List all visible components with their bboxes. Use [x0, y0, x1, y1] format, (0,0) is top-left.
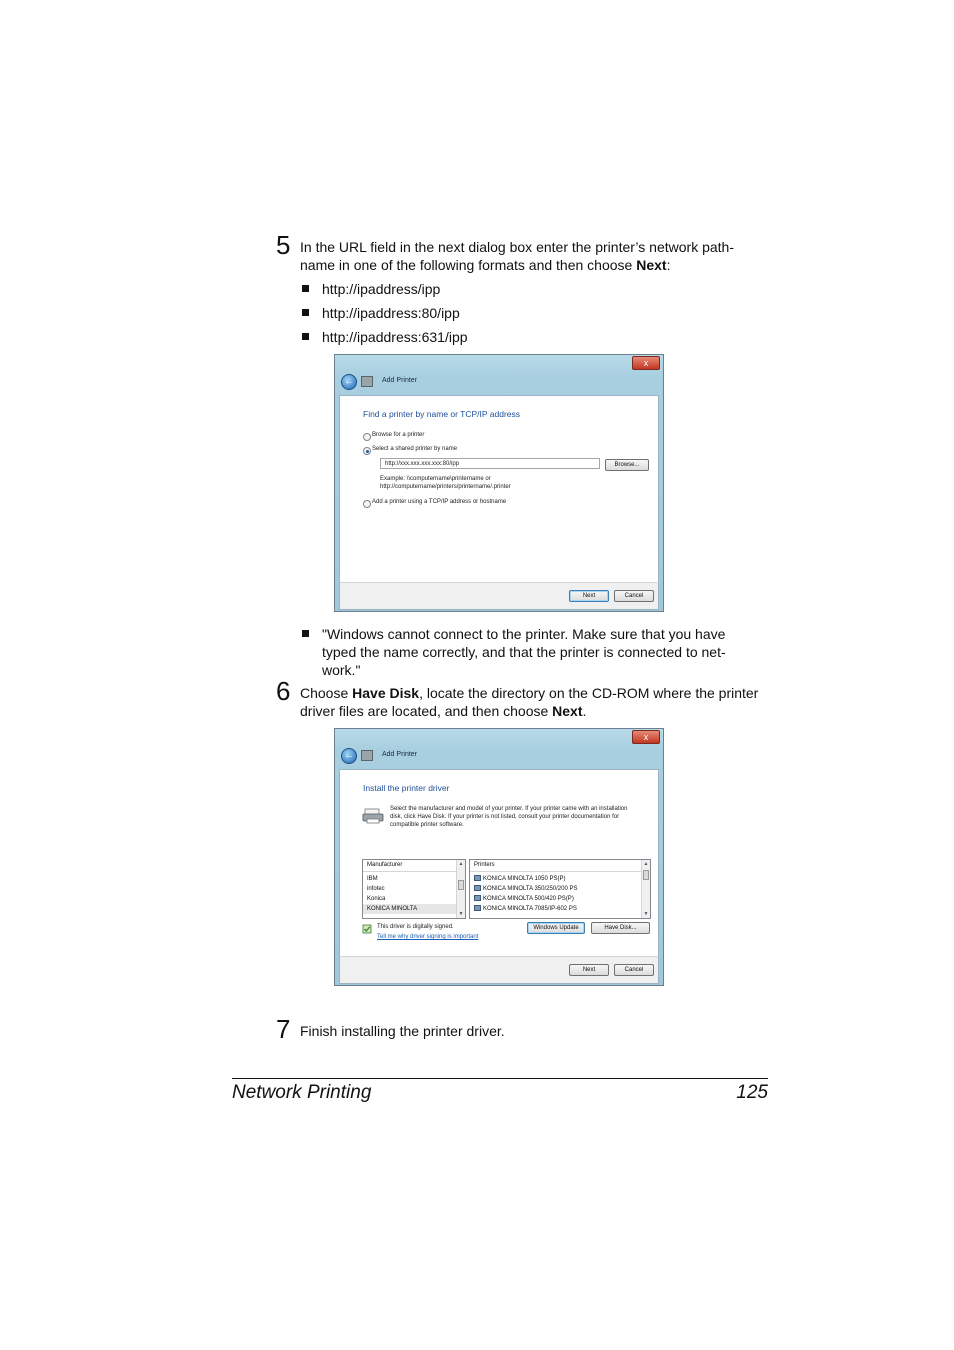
driver-desc-line-3: compatible printer software. [390, 822, 464, 828]
step-number-5: 5 [276, 230, 291, 260]
example-line-2: http://computername/printers/printername/.printer [380, 484, 511, 490]
driver-desc-line-1: Select the manufacturer and model of your printer. If your printer came with an installation [390, 806, 628, 812]
driver-desc-line-2: disk, click Have Disk. If your printer is not listed, consult your printer documentation for [390, 814, 620, 820]
cancel-button[interactable]: Cancel [614, 590, 654, 602]
url-input[interactable]: http://xxx.xxx.xxx.xxx:80/ipp [380, 458, 600, 469]
windows-update-button[interactable]: Windows Update [527, 922, 585, 934]
printers-scrollbar[interactable] [641, 860, 650, 918]
close-icon[interactable]: x [632, 730, 660, 744]
dialog-footer [339, 582, 659, 610]
scroll-down-icon[interactable]: ▼ [643, 911, 649, 917]
bullet-icon [302, 630, 309, 637]
printers-header: Printers [470, 860, 642, 872]
printer-install-icon [362, 808, 384, 824]
driver-signing-link[interactable]: Tell me why driver signing is important [377, 934, 479, 940]
error-line-3: work." [322, 662, 361, 678]
dialog-title: Add Printer [382, 751, 418, 758]
step5-line1: In the URL field in the next dialog box enter the printer’s network path- [300, 239, 734, 255]
close-icon[interactable]: x [632, 356, 660, 370]
step-number-6: 6 [276, 676, 291, 706]
printer-item[interactable] [470, 874, 642, 884]
step5-text [300, 238, 734, 274]
footer-divider [232, 1078, 768, 1079]
printer-model-icon [474, 885, 481, 891]
manufacturer-header: Manufacturer [363, 860, 457, 872]
radio-tcpip[interactable] [363, 500, 371, 508]
step6-have-disk-bold: Have Disk [352, 685, 420, 701]
scroll-up-icon[interactable]: ▲ [458, 861, 464, 867]
step6-line1 [300, 684, 758, 702]
manufacturer-item[interactable]: infotec [367, 886, 385, 892]
step6-line2-post: . [582, 703, 587, 719]
bullet-error-message [322, 625, 726, 679]
bullet-icon [302, 309, 309, 316]
step7-text: Finish installing the printer driver. [300, 1023, 505, 1039]
bullet-url-2: http://ipaddress:80/ipp [322, 305, 460, 321]
dialog-nav-bar [335, 371, 663, 393]
error-line-1: "Windows cannot connect to the printer. Make sure that you have [322, 626, 726, 642]
step5-line2-pre: name in one of the following formats and then choose [300, 257, 637, 273]
printer-item[interactable] [470, 894, 642, 904]
step5-line2 [300, 256, 734, 274]
dialog-title: Add Printer [382, 377, 418, 384]
next-button[interactable]: Next [569, 964, 609, 976]
footer-section-title: Network Printing [232, 1082, 372, 1103]
add-printer-dialog-find [334, 354, 664, 612]
printer-item[interactable] [470, 884, 642, 894]
bullet-url-1: http://ipaddress/ipp [322, 281, 441, 297]
example-line-1: Example: \\computername\printername or [380, 476, 491, 482]
error-line-2: typed the name correctly, and that the printer is connected to net- [322, 644, 726, 660]
printer-item[interactable] [470, 904, 642, 914]
printers-list[interactable] [469, 859, 651, 919]
printer-item-label: KONICA MINOLTA 1050 PS(P) [483, 876, 566, 882]
step-number-7: 7 [276, 1014, 291, 1044]
dialog-content [339, 769, 659, 957]
dialog-heading: Install the printer driver [363, 783, 450, 793]
step6-line1-pre: Choose [300, 685, 353, 701]
driver-signed-text: This driver is digitally signed. [377, 924, 454, 930]
bullet-icon [302, 285, 309, 292]
step5-next-bold: Next [636, 257, 667, 273]
back-arrow-icon[interactable]: ← [341, 374, 357, 390]
bullet-icon [302, 333, 309, 340]
step6-text [300, 684, 758, 720]
radio-shared-label: Select a shared printer by name [372, 446, 458, 452]
manufacturer-item-selected[interactable]: KONICA MINOLTA [363, 904, 457, 914]
printer-item-label: KONICA MINOLTA 500/420 PS(P) [483, 896, 574, 902]
radio-browse-label: Browse for a printer [372, 432, 425, 438]
dialog-nav-bar [335, 745, 663, 767]
printer-model-icon [474, 905, 481, 911]
radio-browse[interactable] [363, 433, 371, 441]
step6-line2 [300, 702, 758, 720]
browse-button[interactable]: Browse... [605, 459, 649, 471]
radio-tcpip-label: Add a printer using a TCP/IP address or hostname [372, 499, 507, 505]
manufacturer-scrollbar[interactable] [456, 860, 465, 918]
scroll-thumb[interactable] [458, 880, 464, 890]
printer-item-label: KONICA MINOLTA 7085/IP-602 PS [483, 906, 577, 912]
back-arrow-icon[interactable]: ← [341, 748, 357, 764]
scroll-up-icon[interactable]: ▲ [643, 861, 649, 867]
printer-model-icon [474, 875, 481, 881]
cancel-button[interactable]: Cancel [614, 964, 654, 976]
printer-model-icon [474, 895, 481, 901]
step6-next-bold: Next [552, 703, 583, 719]
manufacturer-item[interactable]: Konica [367, 896, 386, 902]
step6-line2-pre: driver files are located, and then choose [300, 703, 553, 719]
dialog-footer [339, 956, 659, 984]
dialog-content [339, 395, 659, 583]
manufacturer-list[interactable] [362, 859, 466, 919]
signed-driver-icon [362, 924, 372, 934]
have-disk-button[interactable]: Have Disk... [591, 922, 650, 934]
dialog-heading: Find a printer by name or TCP/IP address [363, 409, 521, 419]
printer-item-label: KONICA MINOLTA 350/250/200 PS [483, 886, 578, 892]
step6-line1-post: , locate the directory on the CD-ROM where the printer [419, 685, 759, 701]
bullet-url-3: http://ipaddress:631/ipp [322, 329, 468, 345]
printer-icon [361, 750, 373, 761]
next-button[interactable]: Next [569, 590, 609, 602]
scroll-down-icon[interactable]: ▼ [458, 911, 464, 917]
radio-shared[interactable] [363, 447, 371, 455]
step5-line2-post: : [666, 257, 671, 273]
manufacturer-item[interactable]: IBM [367, 876, 378, 882]
footer-page-number: 125 [736, 1082, 768, 1103]
printer-icon [361, 376, 373, 387]
add-printer-dialog-driver [334, 728, 664, 986]
scroll-thumb[interactable] [643, 870, 649, 880]
